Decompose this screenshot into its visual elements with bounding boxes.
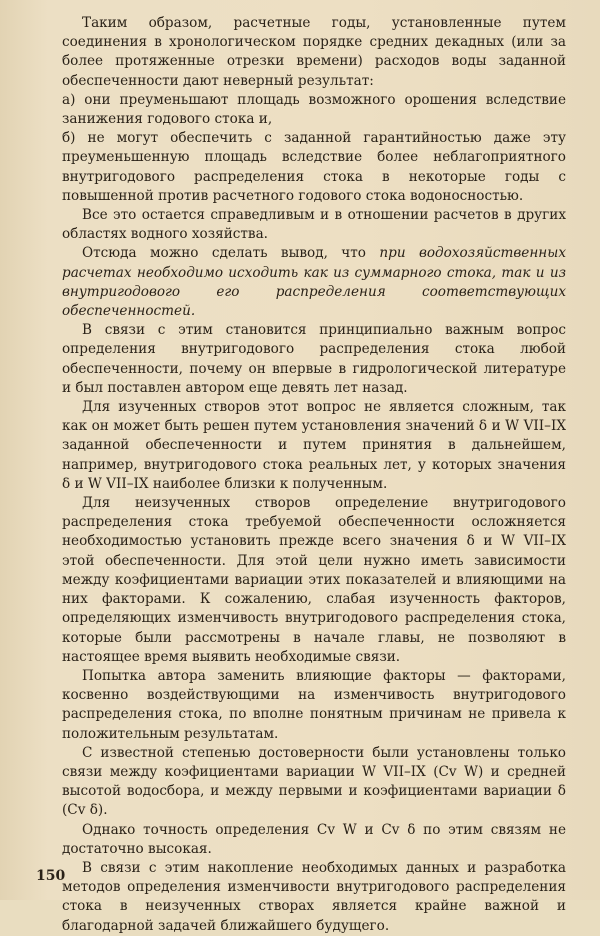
paragraph-9: В связи с этим накопление необходимых данных и разработка методов определения изменчивости внутригодового распределения стока в неизученных створах является крайне важной и благодарной задачей ближайшего будущего. [62,859,566,934]
paragraph-1: Таким образом, расчетные годы, установленные путем соединения в хронологическом порядке средних декадных (или за более протяженные отрезки времени) расходов воды заданной обеспеченности дают неверный результат: [62,15,566,89]
paragraph-5: Для неизученных створов определение внутригодового распределения стока требуемой обеспеченности осложняется необходимостью установить прежде всего значения δ и W VII–IX этой обеспеченности. Для этой цели нужно иметь зависимости между коэфициентами вариации этих показателей и влияющими на них факторами. К сожалению, слабая изученность факторов, определяющих изменчивость внутригодового распределения стока, которые были рассмотрены в начале главы, не позволяют в настоящее время выявить необходимые связи. [62,495,566,665]
paragraph-7: С известной степенью достоверности были установлены только связи между коэфициентами вариации W VII–IX (Cv W) и средней высотой водосбора, и между первыми и коэфициентами вариации δ (Cv δ). [62,744,566,819]
conclusion-lead: Отсюда можно сделать вывод, что [82,245,380,262]
paragraph-conclusion [62,244,566,321]
paragraph-3: В связи с этим становится принципиально важным вопрос определения внутригодового распределения стока любой обеспеченности, почему он впервые в гидрологической литературе и был поставлен автором еще девять лет назад. [62,322,566,396]
page-number: 150 [36,868,66,884]
paragraph-8: Однако точность определения Cv W и Cv δ по этим связям не достаточно высокая. [62,821,566,857]
list-item-b: б) не могут обеспечить с заданной гарантийностью даже эту преуменьшенную площадь вследствие более неблагоприятного внутригодового распределения стока в некоторые годы с повышенной против расчетного годового стока водоносностью. [62,130,566,204]
list-item-a: а) они преуменьшают площадь возможного орошения вследствие занижения годового стока и, [62,91,566,128]
paragraph-2: Все это остается справедливым и в отношении расчетов в других областях водного хозяйства. [62,207,566,243]
conclusion-emphasis: при водохозяйственных расчетах необходимо исходить как из суммарного стока, так и из внутригодового его распределения соответствующих обеспеченностей. [62,245,566,320]
paragraph-6: Попытка автора заменить влияющие факторы — факторами, косвенно воздействующими на изменчивость внутригодового распределения стока, по вполне понятным причинам не привела к положительным результатам. [62,667,566,742]
paragraph-4: Для изученных створов этот вопрос не является сложным, так как он может быть решен путем установления значений δ и W VII–IX заданной обеспеченности и путем принятия в дальнейшем, например, внутригодового стока реальных лет, у которых значения δ и W VII–IX наиболее близки к полученным. [62,399,566,492]
